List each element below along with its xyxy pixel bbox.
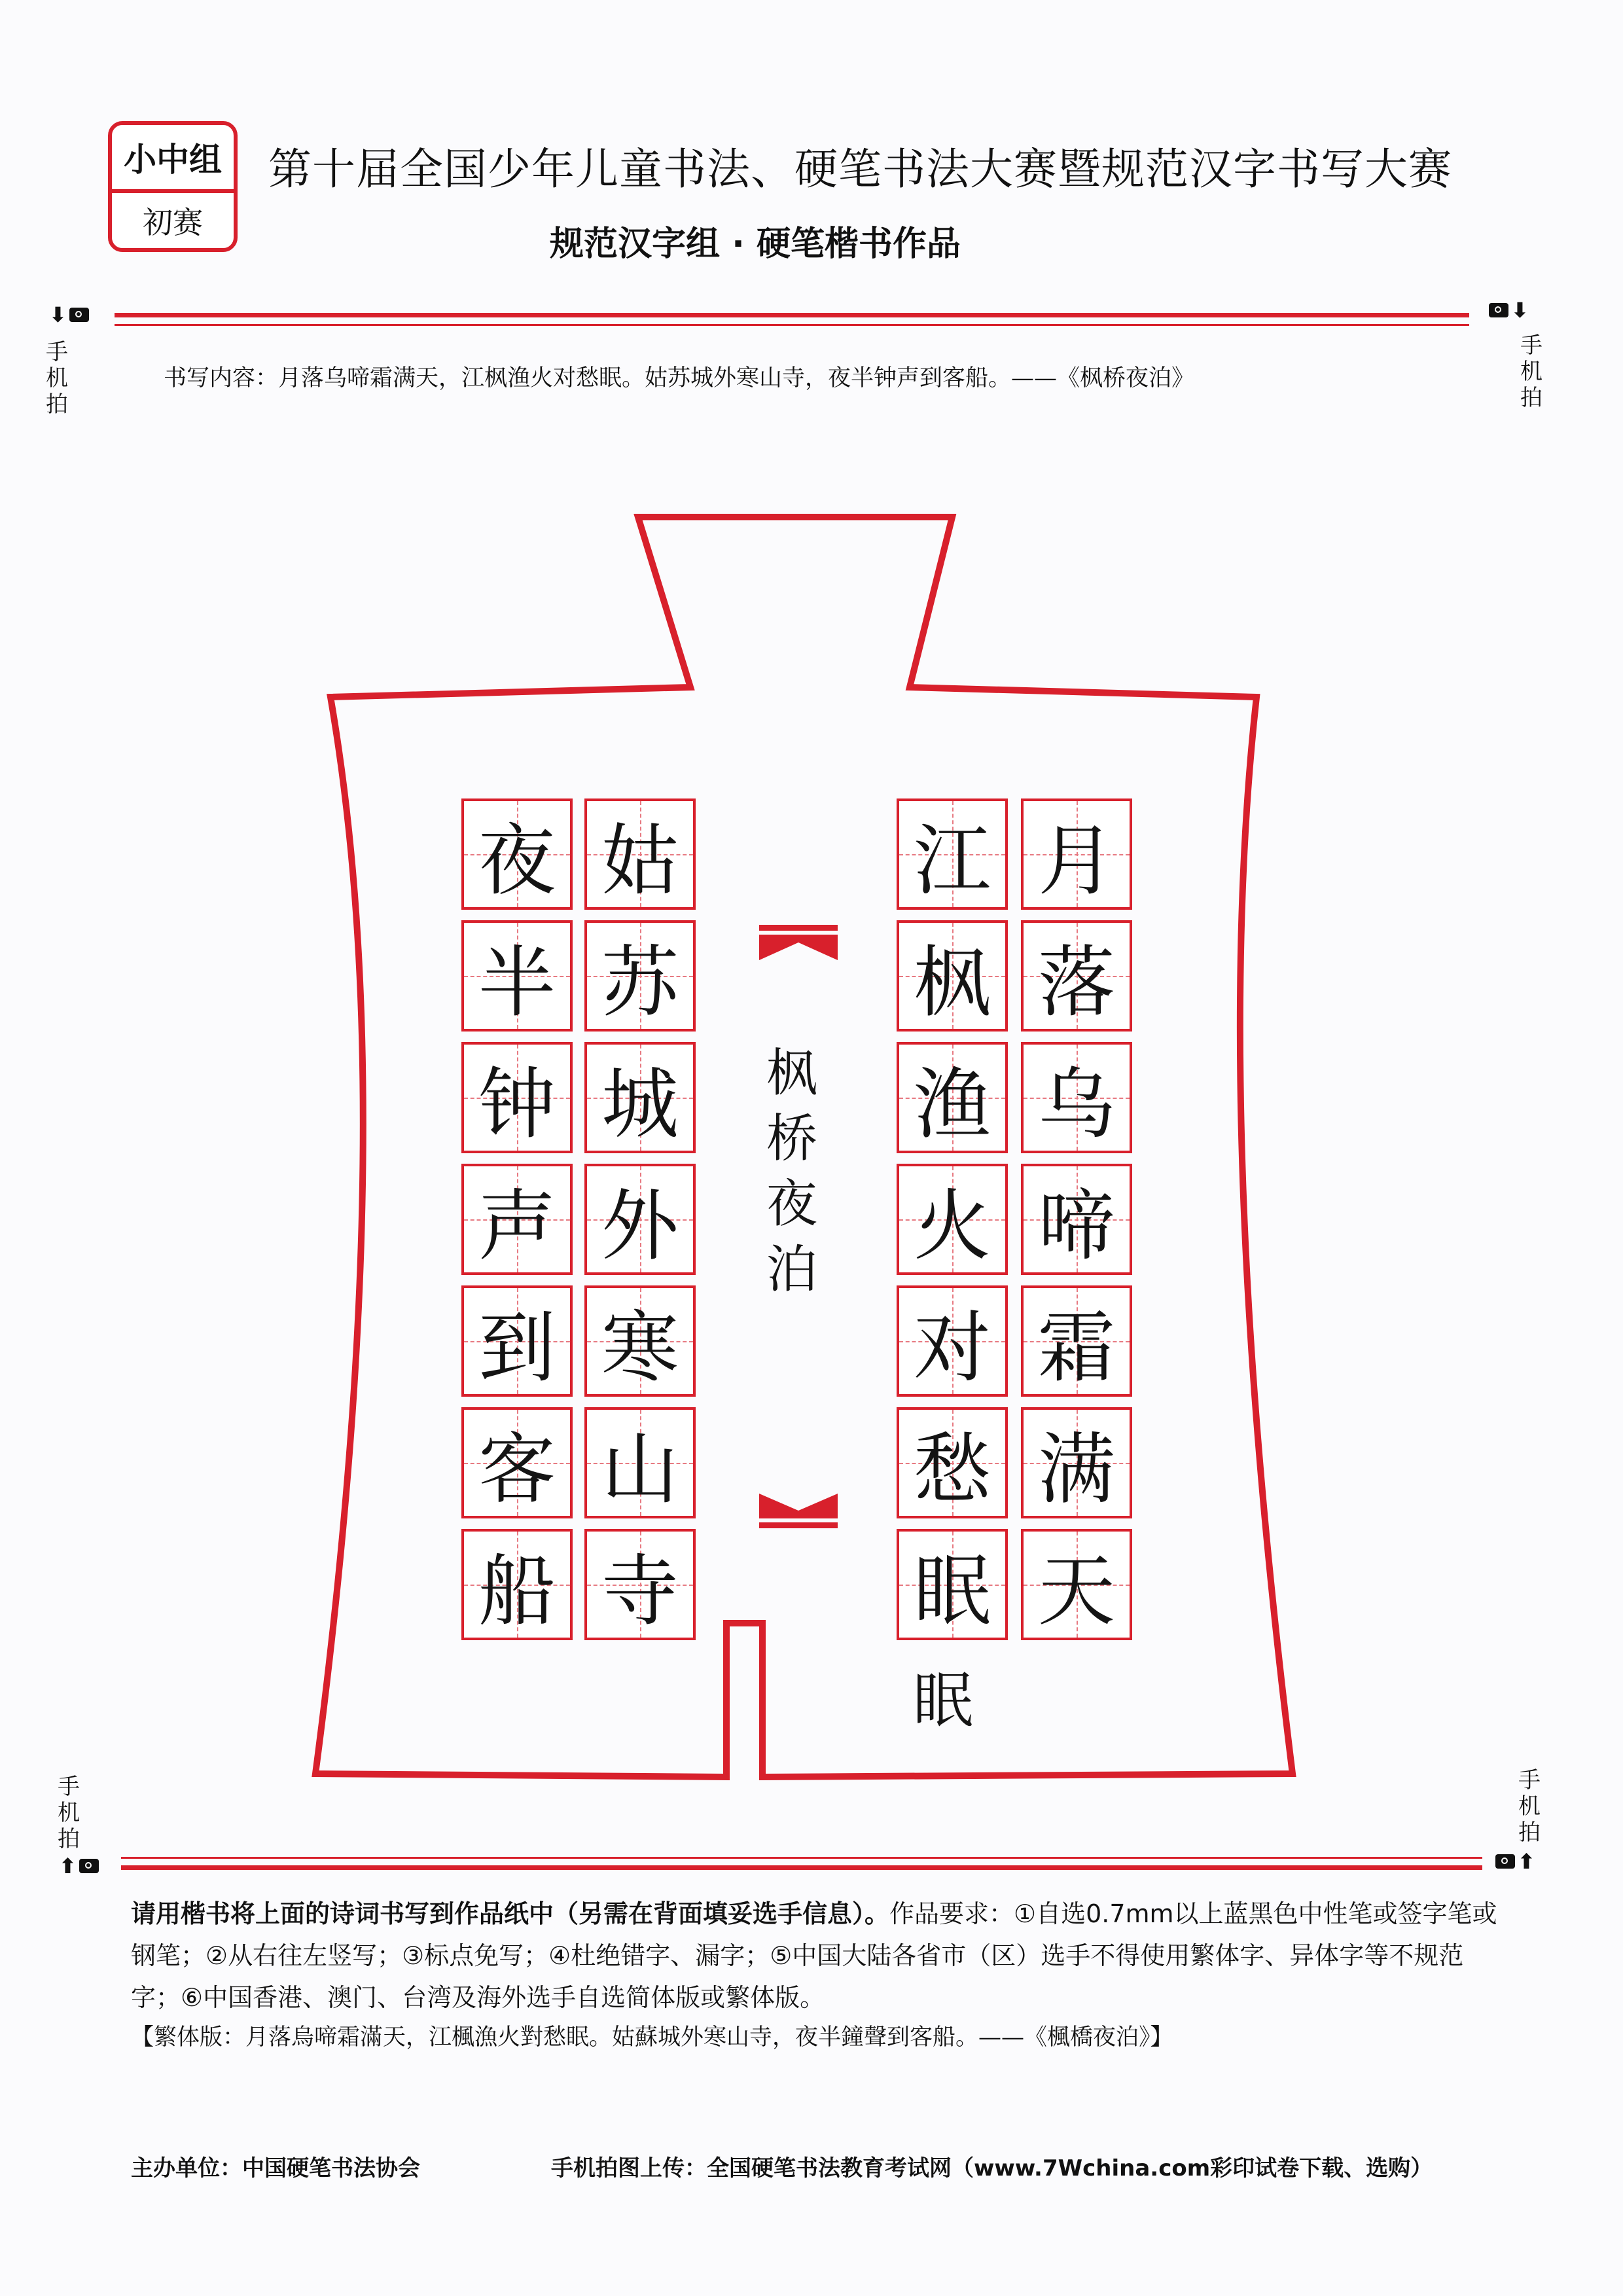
grid-character: 姑 — [601, 816, 679, 906]
camera-marker-bottom-left — [59, 1856, 99, 1876]
upload-info-text: 手机拍图上传：全国硬笔书法教育考试网（www.7Wchina.com彩印试卷下载、选购） — [551, 2155, 1433, 2181]
grid-character: 寒 — [601, 1302, 679, 1393]
grid-cell — [584, 1407, 696, 1518]
grid-cell — [461, 798, 573, 910]
requirements-body: 作品要求：①自选0.7mm以上蓝黑色中性笔或签字笔或钢笔；②从右往左竖写；③标点免写；④杜绝错字、漏字；⑤中国大陆各省市（区）选手不得使用繁体字、异体字等不规范字；⑥中国香港、澳门、台湾及海外选手自选简体版或繁体版。 — [131, 1899, 1497, 2012]
phone-shoot-label-bottom-right: 手 机 拍 — [1518, 1767, 1541, 1846]
poem-title: 枫 桥 夜 泊 — [766, 1044, 817, 1299]
grid-cell — [461, 1407, 573, 1518]
grid-character: 客 — [478, 1424, 556, 1515]
grid-cell — [897, 798, 1008, 910]
grid-character: 乌 — [1037, 1059, 1115, 1149]
bottom-rule-thin — [121, 1857, 1482, 1859]
grid-cell — [461, 1285, 573, 1397]
grid-character: 江 — [913, 816, 991, 906]
camera-icon — [1495, 1854, 1515, 1869]
grid-cell — [1021, 1529, 1132, 1640]
ribbon-top — [759, 925, 838, 960]
grid-cell — [897, 1042, 1008, 1153]
bottom-rule-thick — [121, 1865, 1482, 1870]
grid-cell — [584, 798, 696, 910]
organizer-text: 主办单位：中国硬笔书法协会 — [131, 2155, 420, 2181]
grid-character: 到 — [478, 1302, 556, 1393]
grid-cell — [897, 1164, 1008, 1275]
writing-content-line: 书写内容：月落乌啼霜满天，江枫渔火对愁眠。姑苏城外寒山寺，夜半钟声到客船。——《枫桥夜泊》 — [164, 365, 1195, 391]
page-subtitle: 规范汉字组 · 硬笔楷书作品 — [550, 224, 961, 264]
grid-cell — [584, 1164, 696, 1275]
grid-character: 落 — [1037, 937, 1115, 1028]
grid-cell — [897, 1529, 1008, 1640]
grid-character: 半 — [478, 937, 556, 1028]
grid-character: 船 — [478, 1546, 556, 1636]
phone-shoot-label-bottom-left: 手 机 拍 — [58, 1774, 80, 1852]
grid-character: 对 — [913, 1302, 991, 1393]
requirements-lead: 请用楷书将上面的诗词书写到作品纸中（另需在背面填妥选手信息）。 — [131, 1899, 890, 1928]
grid-character: 外 — [601, 1181, 679, 1271]
grid-character: 火 — [913, 1181, 991, 1271]
grid-character: 声 — [478, 1181, 556, 1271]
grid-character: 渔 — [913, 1059, 991, 1149]
arrow-up-icon: ⬆ — [59, 1854, 77, 1878]
extra-character: 眠 — [913, 1666, 974, 1736]
grid-character: 愁 — [913, 1424, 991, 1515]
arrow-up-icon: ⬆ — [1518, 1849, 1535, 1874]
grid-cell — [1021, 1285, 1132, 1397]
arrow-down-icon: ⬇ — [49, 302, 67, 327]
grid-character: 啼 — [1037, 1181, 1115, 1271]
grid-cell — [461, 1042, 573, 1153]
phone-shoot-label-top-left: 手 机 拍 — [46, 339, 68, 418]
grid-character: 天 — [1037, 1546, 1115, 1636]
grid-character: 钟 — [478, 1059, 556, 1149]
badge-stage-label: 初赛 — [143, 205, 203, 240]
grid-character: 寺 — [601, 1546, 679, 1636]
grid-cell — [461, 1529, 573, 1640]
camera-marker-bottom-right — [1495, 1851, 1535, 1872]
camera-icon — [79, 1859, 99, 1873]
grid-cell — [461, 920, 573, 1031]
grid-character: 月 — [1037, 816, 1115, 906]
grid-cell — [1021, 920, 1132, 1031]
phone-shoot-label-top-right: 手 机 拍 — [1520, 332, 1543, 411]
grid-cell — [897, 920, 1008, 1031]
grid-cell — [584, 1285, 696, 1397]
grid-character: 满 — [1037, 1424, 1115, 1515]
grid-cell — [897, 1407, 1008, 1518]
grid-character: 夜 — [478, 816, 556, 906]
grid-character: 眠 — [913, 1546, 991, 1636]
grid-character: 山 — [601, 1424, 679, 1515]
arrow-down-icon: ⬇ — [1511, 298, 1529, 323]
grid-character: 枫 — [913, 937, 991, 1028]
page-title: 第十届全国少年儿童书法、硬笔书法大赛暨规范汉字书写大赛 — [268, 144, 1452, 194]
grid-cell — [584, 1042, 696, 1153]
grid-cell — [584, 1529, 696, 1640]
grid-cell — [461, 1164, 573, 1275]
grid-cell — [1021, 1164, 1132, 1275]
grid-character: 城 — [601, 1059, 679, 1149]
grid-character: 苏 — [601, 937, 679, 1028]
grid-cell — [584, 920, 696, 1031]
ribbon-bottom — [759, 1494, 838, 1528]
grid-character: 霜 — [1037, 1302, 1115, 1393]
traditional-version-line: 【繁体版：月落烏啼霜滿天，江楓漁火對愁眠。姑蘇城外寒山寺，夜半鐘聲到客船。——《楓橋夜泊》】 — [131, 2024, 1173, 2051]
grid-cell — [1021, 1042, 1132, 1153]
grid-cell — [897, 1285, 1008, 1397]
requirements-text — [131, 1893, 1499, 2018]
badge-group-label: 小中组 — [112, 125, 234, 193]
grid-cell — [1021, 1407, 1132, 1518]
grid-cell — [1021, 798, 1132, 910]
